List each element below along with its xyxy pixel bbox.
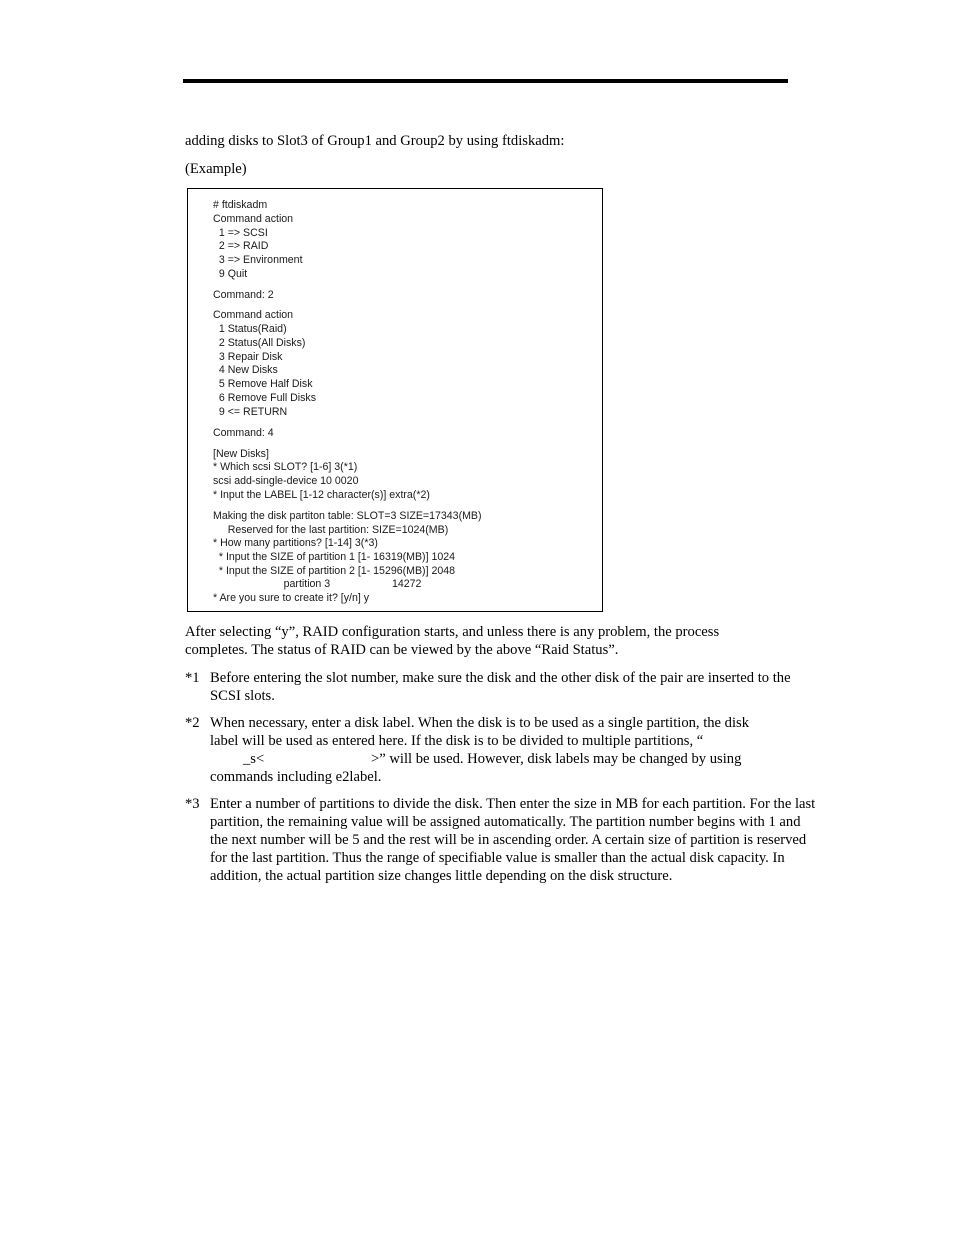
terminal-line: # ftdiskadm — [213, 199, 268, 211]
terminal-line: 9 <= RETURN — [213, 406, 288, 418]
terminal-line: 1 Status(Raid) — [213, 323, 287, 335]
terminal-line: * Input the LABEL [1-12 character(s)] extra(*2) — [213, 489, 430, 501]
terminal-line: Reserved for the last partition: SIZE=1024(MB) — [213, 524, 449, 536]
label-pattern-suffix: >” will be used. However, disk labels may be changed by using — [371, 751, 742, 767]
terminal-line: 1 => SCSI — [213, 227, 268, 239]
footnote-mark: *3 — [185, 796, 200, 812]
footnote-3 — [185, 795, 817, 885]
terminal-line: Command: 4 — [213, 427, 274, 439]
footnote-line: When necessary, enter a disk label. When the disk is to be used as a single partition, the disk — [210, 715, 750, 731]
terminal-line: scsi add-single-device 10 0020 — [213, 475, 359, 487]
footnote-mark: *1 — [185, 670, 200, 686]
terminal-line: 2 Status(All Disks) — [213, 337, 306, 349]
terminal-line: Command action — [213, 309, 294, 321]
footnote-text: Enter a number of partitions to divide the disk. Then enter the size in MB for each partition. For the last partition, the remaining value will be assigned automatically. The partition number begins with 1 and the next number will be 5 and the rest will be in ascending order. A certain size of partition is reserved for the last partition. Thus the range of specifiable value is smaller than the actual disk capacity. In addition, the actual partition size changes little depending on the disk structure. — [210, 796, 816, 884]
footnote-line: label will be used as entered here. If the disk is to be divided to multiple partitions, “ — [210, 733, 704, 749]
terminal-line: 2 => RAID — [213, 240, 269, 252]
footnote-line: commands including e2label. — [210, 769, 382, 785]
terminal-line: 3 => Environment — [213, 254, 303, 266]
terminal-line: 6 Remove Full Disks — [213, 392, 317, 404]
terminal-line: * Which scsi SLOT? [1-6] 3(*1) — [213, 461, 358, 473]
terminal-line: * How many partitions? [1-14] 3(*3) — [213, 537, 378, 549]
terminal-line: * Input the SIZE of partition 1 [1- 16319(MB)] 1024 — [213, 551, 456, 563]
terminal-line: 3 Repair Disk — [213, 351, 283, 363]
terminal-line: Command: 2 — [213, 289, 274, 301]
label-pattern-prefix: _s< — [243, 751, 265, 767]
footnote-mark: *2 — [185, 715, 200, 731]
footnote-text: Before entering the slot number, make sure the disk and the other disk of the pair are inserted to the SCSI slots. — [210, 670, 791, 704]
terminal-line: Command action — [213, 213, 294, 225]
example-label: (Example) — [185, 161, 247, 177]
terminal-line: [New Disks] — [213, 448, 269, 460]
terminal-line: 4 New Disks — [213, 364, 278, 376]
terminal-line: Making the disk partiton table: SLOT=3 SIZE=17343(MB) — [213, 510, 482, 522]
terminal-line: * Input the SIZE of partition 2 [1- 15296(MB)] 2048 — [213, 565, 456, 577]
intro-text: adding disks to Slot3 of Group1 and Group2 by using ftdiskadm: — [185, 133, 565, 149]
terminal-line: 5 Remove Half Disk — [213, 378, 313, 390]
footnote-1 — [185, 669, 817, 705]
terminal-line: partition 3 14272 — [213, 578, 422, 590]
terminal-line: * Are you sure to create it? [y/n] y — [213, 592, 370, 604]
terminal-line: 9 Quit — [213, 268, 248, 280]
header-rule — [183, 79, 788, 83]
footnote-text — [210, 714, 817, 786]
terminal-example-box — [187, 188, 603, 612]
footnote-line — [210, 750, 817, 768]
after-selection-paragraph: After selecting “y”, RAID configuration starts, and unless there is any problem, the process completes. The status of RAID can be viewed by the above “Raid Status”. — [185, 624, 720, 658]
footnote-2 — [185, 714, 817, 786]
